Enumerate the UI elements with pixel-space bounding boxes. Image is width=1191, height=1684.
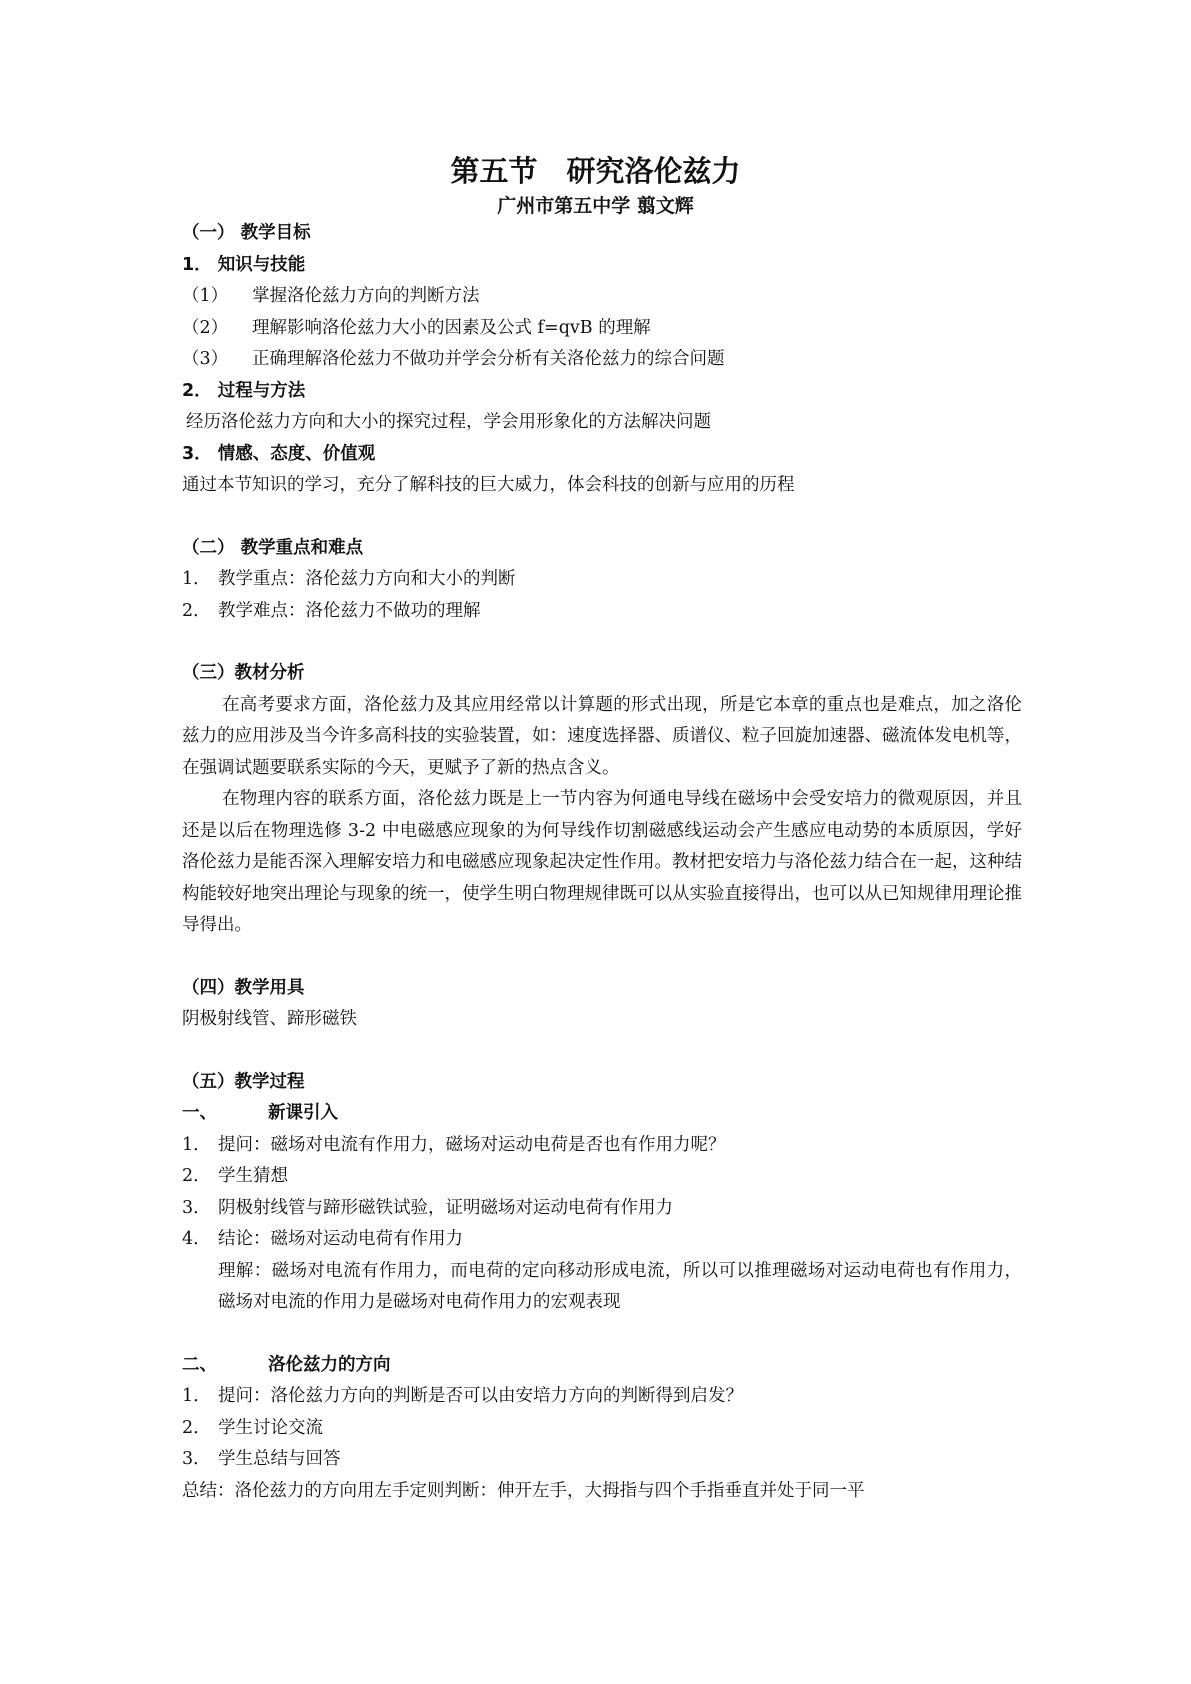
item-text: 学生猜想 [218,1166,288,1186]
part-heading-intro [182,1098,1022,1130]
item-text: 教学难点：洛伦兹力不做功的理解 [218,600,481,621]
part-number: 一、 [182,1103,217,1123]
document-title: 第五节 研究洛伦兹力 [450,154,741,188]
section-heading-objectives: （一） 教学目标 [182,223,311,243]
item-number: 1． [182,1386,211,1406]
item-number: 2． [182,1166,211,1186]
part-title: 新课引入 [268,1103,338,1123]
list-item [182,281,1022,313]
subheading-attitude-values: 3． 情感、态度、价值观 [182,443,376,464]
item-number: （2） [182,317,229,338]
list-item [182,1444,1022,1476]
title-block [0,150,1191,220]
subheading-process-methods: 2． 过程与方法 [182,380,306,401]
list-item [182,1161,1022,1193]
list-item [182,344,1022,376]
process-methods-text: 经历洛伦兹力方向和大小的探究过程，学会用形象化的方法解决问题 [186,412,711,432]
item-text: 结论：磁场对运动电荷有作用力 [218,1229,463,1249]
item-text: 提问：洛伦兹力方向的判断是否可以由安培力方向的判断得到启发？ [218,1386,743,1406]
subheading-knowledge-skills: 1． 知识与技能 [182,254,306,275]
explanation-paragraph: 理解：磁场对电流有作用力，而电荷的定向移动形成电流，所以可以推理磁场对运动电荷也有作用力，磁场对电流的作用力是磁场对电荷作用力的宏观表现 [218,1260,1022,1312]
section-heading-material-analysis: （三）教材分析 [182,663,305,683]
item-text: 理解影响洛伦兹力大小的因素及公式 f=qvB 的理解 [252,317,651,338]
list-item [182,313,1022,345]
part-heading-force-direction [182,1350,1022,1382]
summary-line: 总结：洛伦兹力的方向用左手定则判断：伸开左手，大拇指与四个手指垂直并处于同一平 [182,1480,865,1501]
section-heading-teaching-tools: （四）教学用具 [182,977,305,998]
list-item [182,1193,1022,1225]
list-item [182,1130,1022,1162]
item-text: 学生讨论交流 [218,1417,323,1438]
item-text: 学生总结与回答 [218,1449,341,1469]
list-item [182,1381,1022,1413]
item-number: 3． [182,1197,211,1218]
item-text: 阴极射线管与蹄形磁铁试验，证明磁场对运动电荷有作用力 [218,1197,673,1218]
spacer [182,502,1022,533]
item-number: 3． [182,1449,211,1469]
attitude-values-text: 通过本节知识的学习，充分了解科技的巨大威力，体会科技的创新与应用的历程 [182,475,795,495]
item-number: （3） [182,349,229,369]
spacer [182,1319,1022,1350]
item-text: 提问：磁场对电流有作用力，磁场对运动电荷是否也有作用力呢？ [218,1134,726,1155]
paragraph: 在物理内容的联系方面，洛伦兹力既是上一节内容为何通电导线在磁场中会受安培力的微观原因，并且还是以后在物理选修 3-2 中电磁感应现象的为何导线作切割磁感线运动会产生感应电动势的本质原因，学好洛伦兹力是能否深入理解安培力和电磁感应现象起决定性作用。教材把安培力与洛伦兹力结合在一起，这种结构能较好地突出理论与现象的统一，使学生明白物理规律既可以从实验直接得出，也可以从已知规律用理论推导得出。 [182,789,1022,935]
item-number: 1． [182,1134,211,1155]
part-title: 洛伦兹力的方向 [268,1354,391,1375]
item-number: 2． [182,600,211,621]
list-item [182,1413,1022,1445]
teaching-tools-text: 阴极射线管、蹄形磁铁 [182,1009,357,1029]
section-heading-teaching-process: （五）教学过程 [182,1071,305,1092]
spacer [182,627,1022,658]
item-text: 正确理解洛伦兹力不做功并学会分析有关洛伦兹力的综合问题 [252,349,725,369]
author-line: 广州市第五中学 翦文辉 [497,195,694,217]
section-heading-key-points: （二） 教学重点和难点 [182,537,364,558]
paragraph: 在高考要求方面，洛伦兹力及其应用经常以计算题的形式出现，所是它本章的重点也是难点，加之洛伦兹力的应用涉及当今许多高科技的实验装置，如：速度选择器、质谱仪、粒子回旋加速器、磁流体发电机等，在强调试题要联系实际的今天，更赋予了新的热点含义。 [182,694,1022,778]
spacer [182,1036,1022,1067]
list-item [182,1224,1022,1256]
document-body [182,218,1022,1507]
item-text: 教学重点：洛伦兹力方向和大小的判断 [218,569,516,589]
item-text: 掌握洛伦兹力方向的判断方法 [252,286,480,306]
list-item [182,564,1022,596]
item-number: 4． [182,1229,211,1249]
item-number: 2． [182,1417,211,1438]
list-item [182,596,1022,628]
spacer [182,942,1022,973]
item-number: （1） [182,286,229,306]
part-number: 二、 [182,1354,217,1375]
item-number: 1． [182,569,211,589]
